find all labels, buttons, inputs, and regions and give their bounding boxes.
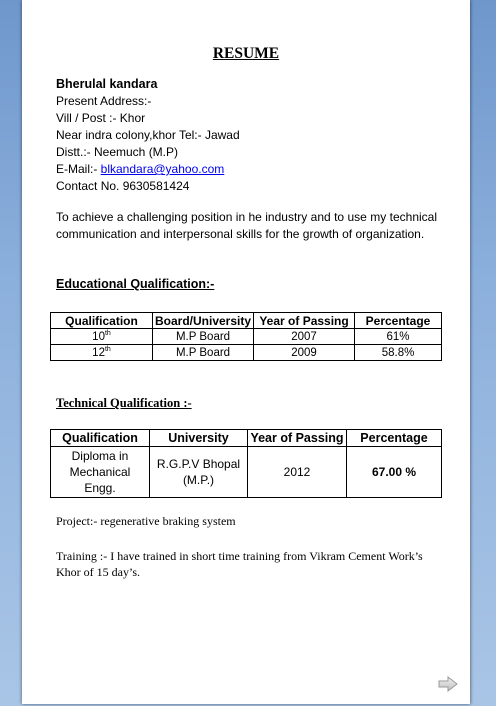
header-percentage: Percentage [347,430,442,447]
present-address-label: Present Address:- [56,94,152,108]
board-cell: M.P Board [153,329,254,345]
contact-block [56,76,240,195]
table-row [51,345,442,361]
address-line-3: Distt.:- Neemuch (M.P) [56,145,179,159]
percentage-cell: 61% [355,329,442,345]
table-row [51,447,442,498]
project-line: Project:- regenerative braking system [56,514,236,528]
educational-qualification-heading: Educational Qualification:- [56,277,215,291]
year-cell: 2009 [254,345,355,361]
email-line [56,161,240,178]
header-qualification: Qualification [51,313,153,329]
qualification-cell: 10th [51,329,153,345]
qualification-cell: 12th [51,345,153,361]
next-page-arrow-icon[interactable] [438,676,458,692]
technical-qualification-heading: Technical Qualification :- [56,396,192,410]
candidate-name: Bherulal kandara [56,77,158,91]
header-qualification: Qualification [51,430,150,447]
document-page [22,0,470,704]
year-cell: 2012 [248,447,347,498]
address-line-2: Near indra colony,khor Tel:- Jawad [56,128,240,142]
address-line-1: Vill / Post :- Khor [56,111,146,125]
table-header-row [51,430,442,447]
qualification-cell: Diploma in Mechanical Engg. [51,447,150,498]
header-year-of-passing: Year of Passing [248,430,347,447]
header-year-of-passing: Year of Passing [254,313,355,329]
table-header-row [51,313,442,329]
year-cell: 2007 [254,329,355,345]
career-objective: To achieve a challenging position in he industry and to use my technical communication and interpersonal skills for the growth of organization. [56,210,437,241]
resume-title: RESUME [212,45,280,62]
educational-qualification-table [50,312,442,361]
training-paragraph: Training :- I have trained in short time training from Vikram Cement Work’s Khor of 15 day’s. [56,549,423,579]
header-percentage: Percentage [355,313,442,329]
board-cell: M.P Board [153,345,254,361]
email-link[interactable]: blkandara@yahoo.com [100,162,225,176]
contact-number: Contact No. 9630581424 [56,179,190,193]
table-row [51,329,442,345]
header-board-university: Board/University [153,313,254,329]
percentage-cell: 67.00 % [347,447,442,498]
email-label: E-Mail:- [56,162,101,176]
percentage-cell: 58.8% [355,345,442,361]
technical-qualification-table [50,429,442,498]
header-university: University [150,430,248,447]
university-cell: R.G.P.V Bhopal (M.P.) [150,447,248,498]
